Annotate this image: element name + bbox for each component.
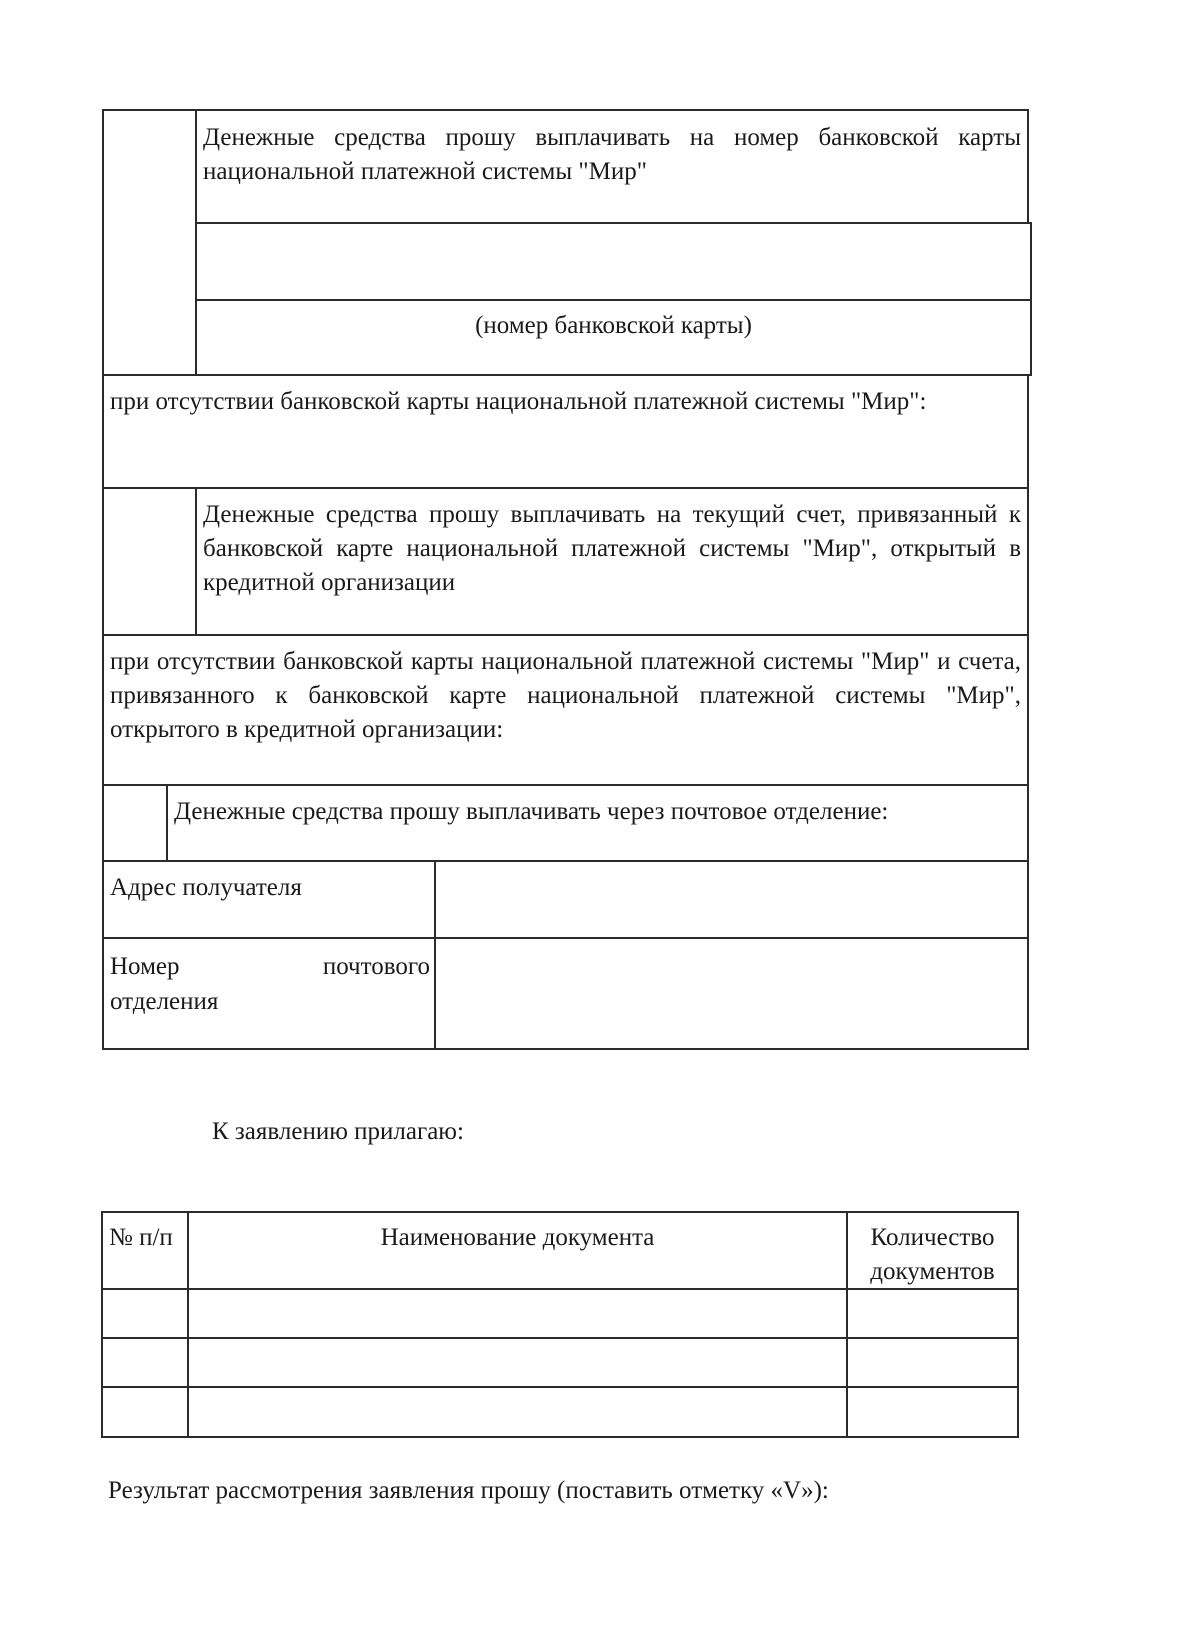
card-number-caption: (номер банковской карты) xyxy=(475,312,752,339)
table-cell-document-name[interactable] xyxy=(189,1290,846,1337)
linked-account-option-text: Денежные средства прошу выплачивать на текущий счет, привязанный к банковской карте национальной платежной системы "Мир", открытый в кредитной организации xyxy=(203,501,1021,596)
no-card-no-account-note: при отсутствии банковской карты национальной платежной системы "Мир" и счета, привязанного к банковской карте национальной платежной системы "Мир", открытого в кредитной организации: xyxy=(110,648,1021,743)
post-office-number-label xyxy=(110,949,430,1019)
column-header-document-count: Количество документов xyxy=(870,1224,995,1285)
table-cell-number[interactable] xyxy=(103,1339,187,1386)
table-row xyxy=(103,1290,1017,1337)
post-office-checkbox[interactable] xyxy=(104,786,166,860)
post-office-number-label-word2: почтового xyxy=(322,953,430,980)
post-office-number-label-word1: Номер xyxy=(110,953,180,980)
attachments-heading: К заявлению прилагаю: xyxy=(212,1118,464,1145)
recipient-address-label: Адрес получателя xyxy=(110,874,302,901)
result-prompt: Результат рассмотрения заявления прошу (поставить отметку «V»): xyxy=(108,1477,829,1504)
post-office-option-text: Денежные средства прошу выплачивать через почтовое отделение: xyxy=(174,798,889,825)
table-cell-number[interactable] xyxy=(103,1388,187,1436)
table-cell-document-count[interactable] xyxy=(848,1339,1017,1386)
table-cell-document-name[interactable] xyxy=(189,1388,846,1436)
mir-card-checkbox[interactable] xyxy=(104,111,195,374)
table-row xyxy=(103,1388,1017,1436)
recipient-address-field[interactable] xyxy=(436,862,1027,937)
table-row xyxy=(103,1339,1017,1386)
card-number-field[interactable] xyxy=(197,224,1030,299)
table-cell-document-name[interactable] xyxy=(189,1339,846,1386)
table-cell-number[interactable] xyxy=(103,1290,187,1337)
post-office-number-field[interactable] xyxy=(436,939,1027,1048)
table-cell-document-count[interactable] xyxy=(848,1290,1017,1337)
mir-card-option-text: Денежные средства прошу выплачивать на номер банковской карты национальной платежной системы "Мир" xyxy=(203,124,1021,185)
column-header-number: № п/п xyxy=(109,1224,173,1251)
table-cell-document-count[interactable] xyxy=(848,1388,1017,1436)
post-office-number-label-line2: отделения xyxy=(110,988,219,1015)
linked-account-checkbox[interactable] xyxy=(104,489,195,634)
no-mir-card-note: при отсутствии банковской карты национальной платежной системы "Мир": xyxy=(110,388,927,415)
column-header-document-name: Наименование документа xyxy=(380,1224,655,1251)
